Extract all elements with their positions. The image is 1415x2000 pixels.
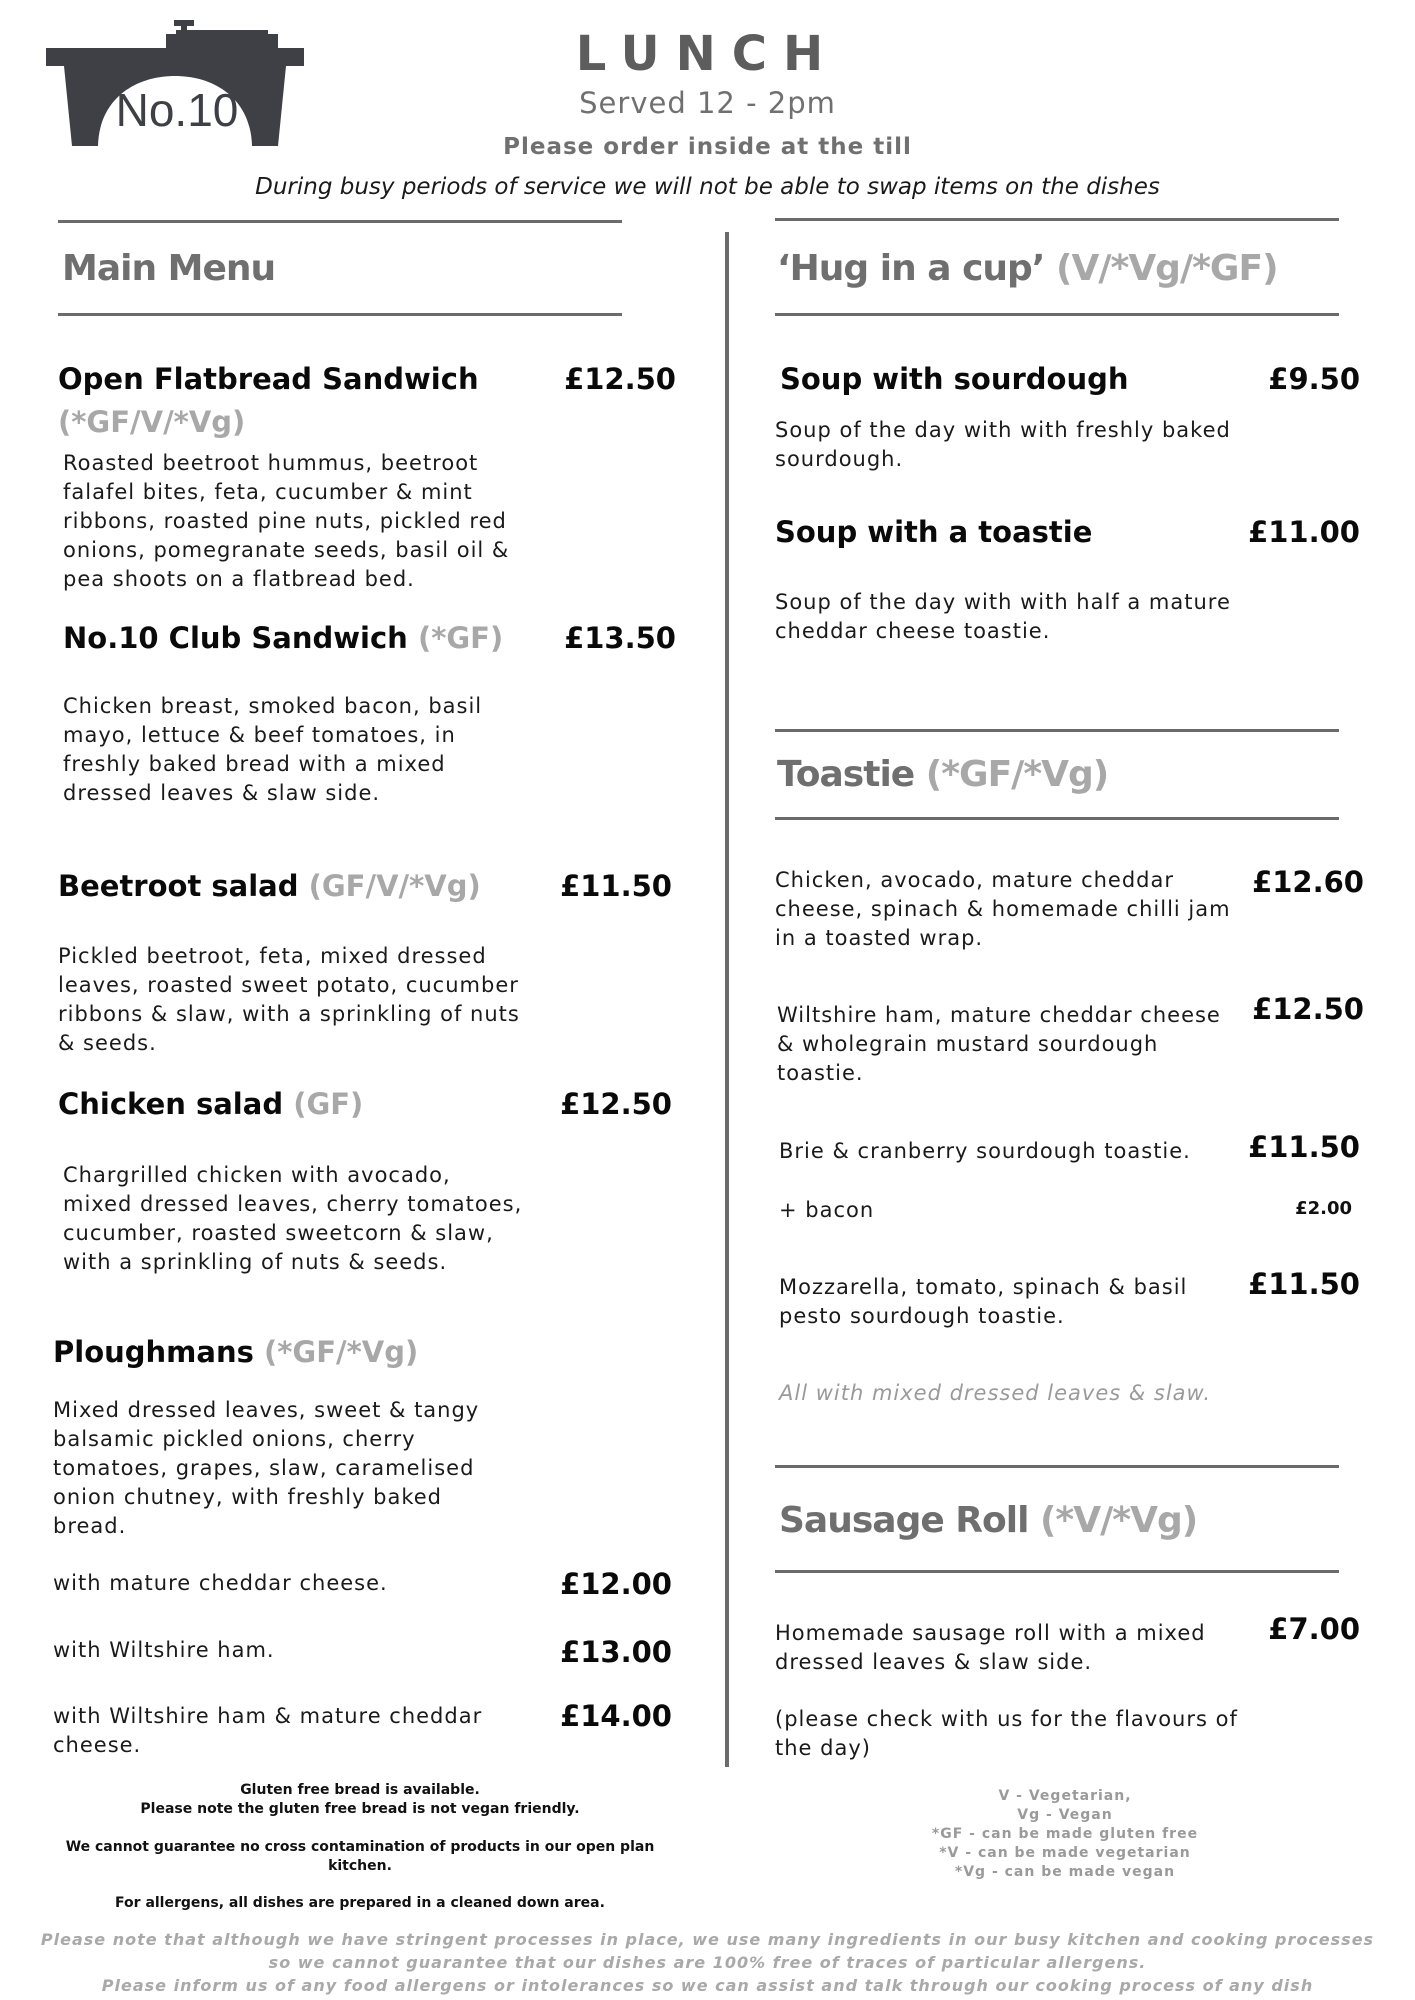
menu-option-price: £13.00 xyxy=(560,1635,672,1669)
menu-item-desc: Chicken breast, smoked bacon, basil mayo, lettuce & beef tomatoes, in freshly baked bread with a mixed dressed leaves & slaw side. xyxy=(63,694,483,805)
menu-option-price: £12.00 xyxy=(560,1567,672,1601)
menu-option-label: with Wiltshire ham & mature cheddar cheese. xyxy=(53,1704,483,1757)
menu-item-price: £11.50 xyxy=(1248,1130,1360,1164)
cross-contamination-note: We cannot guarantee no cross contamination of products in our open plan kitchen. xyxy=(65,1839,655,1874)
allergen-disclaimer: Please note that although we have stringent processes in place, we use many ingredients in our busy kitchen and cooking processes so we cannot guarantee that our dishes are 100% free of traces of particular allergens. Please inform us of any food allergens or intolerances so we can assist and talk through our cooking process of any dish xyxy=(40,1930,1375,1995)
clean-area-note: For allergens, all dishes are prepared in a cleaned down area. xyxy=(115,1895,605,1911)
menu-item-price: £2.00 xyxy=(1295,1198,1352,1219)
menu-item-desc: Wiltshire ham, mature cheddar cheese & wholegrain mustard sourdough toastie. xyxy=(777,1003,1221,1085)
menu-item-price: £12.50 xyxy=(1252,992,1364,1026)
gluten-free-note: Gluten free bread is available. Please note the gluten free bread is not vegan friendly. xyxy=(140,1782,580,1817)
menu-item-name: Ploughmans (*GF/*Vg) xyxy=(53,1335,419,1369)
dietary-key: V - Vegetarian, Vg - Vegan *GF - can be made gluten free *V - can be made vegetarian *Vg - can be made vegan xyxy=(931,1788,1199,1880)
menu-item-price: £11.50 xyxy=(560,869,672,903)
menu-item-name: No.10 Club Sandwich (*GF) xyxy=(63,621,504,655)
menu-item-price: £13.50 xyxy=(564,621,676,655)
toastie-note: All with mixed dressed leaves & slaw. xyxy=(779,1381,1212,1405)
menu-option-label: with Wiltshire ham. xyxy=(53,1638,275,1662)
divider xyxy=(775,218,1339,221)
section-title-main-menu: Main Menu xyxy=(62,248,276,289)
menu-item-desc: Mixed dressed leaves, sweet & tangy balsamic pickled onions, cherry tomatoes, grapes, slaw, caramelised onion chutney, with freshly baked bread. xyxy=(53,1398,480,1538)
menu-item-desc: Homemade sausage roll with a mixed dressed leaves & slaw side. xyxy=(775,1621,1206,1674)
section-title-sausage-roll: Sausage Roll (*V/*Vg) xyxy=(779,1500,1198,1541)
menu-item-name: Beetroot salad (GF/V/*Vg) xyxy=(58,869,481,903)
menu-item-price: £11.00 xyxy=(1248,515,1360,549)
menu-item-desc: Chargrilled chicken with avocado, mixed dressed leaves, cherry tomatoes, cucumber, roasted sweetcorn & slaw, with a sprinkling of nuts & seeds. xyxy=(63,1163,523,1274)
menu-item-desc: Mozzarella, tomato, spinach & basil pesto sourdough toastie. xyxy=(779,1275,1188,1328)
menu-option-price: £14.00 xyxy=(560,1699,672,1733)
menu-item-desc: Chicken, avocado, mature cheddar cheese, spinach & homemade chilli jam in a toasted wrap. xyxy=(775,868,1231,950)
menu-item-desc: Roasted beetroot hummus, beetroot falafel bites, feta, cucumber & mint ribbons, roasted pine nuts, pickled red onions, pomegranate seeds, basil oil & pea shoots on a flatbread bed. xyxy=(63,451,510,591)
menu-item-name: Soup with sourdough xyxy=(780,362,1129,396)
menu-item-price: £7.00 xyxy=(1268,1612,1360,1646)
section-title-toastie: Toastie (*GF/*Vg) xyxy=(777,754,1109,795)
divider xyxy=(775,313,1339,316)
menu-item-name: Soup with a toastie xyxy=(775,515,1093,549)
divider xyxy=(775,729,1339,732)
menu-item-desc: Soup of the day with with freshly baked sourdough. xyxy=(775,418,1231,471)
menu-item-desc: Soup of the day with with half a mature cheddar cheese toastie. xyxy=(775,590,1231,643)
menu-item-price: £12.50 xyxy=(560,1087,672,1121)
section-title-hug-in-a-cup: ‘Hug in a cup’ (V/*Vg/*GF) xyxy=(777,248,1278,289)
busy-note: During busy periods of service we will not be able to swap items on the dishes xyxy=(255,174,1160,200)
menu-item-desc: Pickled beetroot, feta, mixed dressed leaves, roasted sweet potato, cucumber ribbons & slaw, with a sprinkling of nuts & seeds. xyxy=(58,944,520,1055)
divider xyxy=(775,1465,1339,1468)
menu-item-name: Open Flatbread Sandwich xyxy=(58,362,479,396)
menu-item-desc: Brie & cranberry sourdough toastie. xyxy=(779,1139,1191,1163)
menu-item-price: £9.50 xyxy=(1268,362,1360,396)
sausage-note: (please check with us for the flavours of the day) xyxy=(775,1707,1238,1760)
divider xyxy=(58,313,622,316)
served-hours: Served 12 - 2pm xyxy=(579,86,836,120)
divider xyxy=(775,1570,1339,1573)
menu-item-price: £11.50 xyxy=(1248,1267,1360,1301)
column-divider xyxy=(725,232,729,1767)
logo-text: No.10 xyxy=(115,84,239,136)
menu-item-price: £12.50 xyxy=(564,362,676,396)
divider xyxy=(775,817,1339,820)
order-instruction: Please order inside at the till xyxy=(503,134,912,160)
divider xyxy=(58,220,622,223)
menu-item-price: £12.60 xyxy=(1252,865,1364,899)
page-title: LUNCH xyxy=(575,26,840,82)
menu-item-tag: (*GF/V/*Vg) xyxy=(58,405,246,439)
menu-item-name: Chicken salad (GF) xyxy=(58,1087,364,1121)
menu-item-desc: + bacon xyxy=(779,1198,875,1222)
menu-option-label: with mature cheddar cheese. xyxy=(53,1571,388,1595)
